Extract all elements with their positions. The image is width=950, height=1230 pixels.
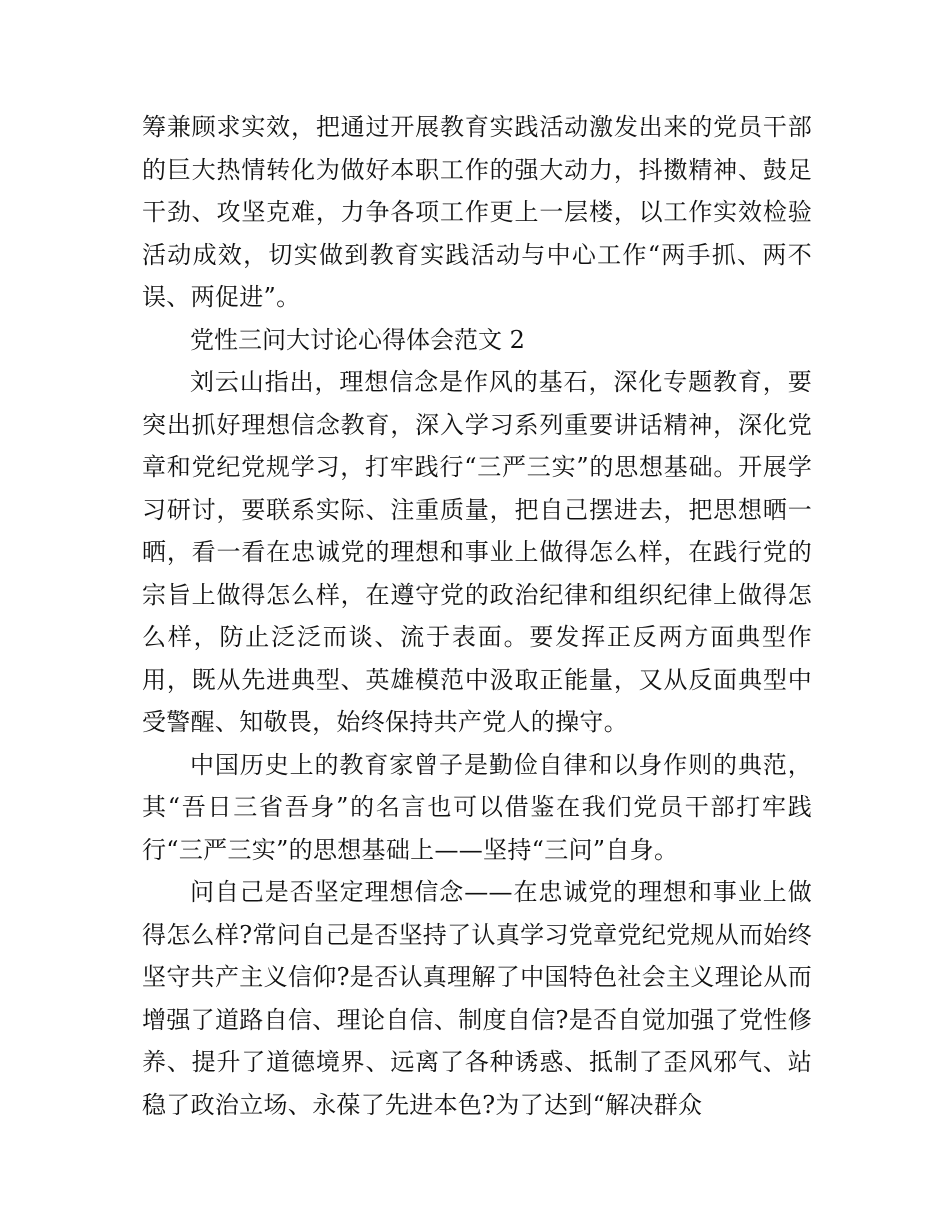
paragraph-liu-yunshan: 刘云山指出，理想信念是作风的基石，深化专题教育，要突出抓好理想信念教育，深入学习系列重要讲话精神，深化党章和党纪党规学习，打牢践行“三严三实”的思想基础。开展学习研讨，要联系实际、注重质量，把自己摆进去，把思想晒一晒，看一看在忠诚党的理想和事业上做得怎么样，在践行党的宗旨上做得怎么样，在遵守党的政治纪律和组织纪律上做得怎么样，防止泛泛而谈、流于表面。要发挥正反两方面典型作用，既从先进典型、英雄模范中汲取正能量，又从反面典型中受警醒、知敬畏，始终保持共产党人的操守。 — [142, 368, 812, 736]
paragraph-ideals-question: 问自己是否坚定理想信念——在忠诚党的理想和事业上做得怎么样?常问自己是否坚持了认真学习党章党纪党规从而始终坚守共产主义信仰?是否认真理解了中国特色社会主义理论从而增强了道路自信、理论自信、制度自信?是否自觉加强了党性修养、提升了道德境界、远离了各种诱惑、抵制了歪风邪气、站稳了政治立场、永葆了先进本色?为了达到“解决群众 — [142, 878, 812, 1119]
section-heading: 党性三问大讨论心得体会范文 2 — [190, 325, 525, 354]
paragraph-zengzi: 中国历史上的教育家曾子是勤俭自律和以身作则的典范，其“吾日三省吾身”的名言也可以借鉴在我们党员干部打牢践行“三严三实”的思想基础上——坚持“三问”自身。 — [142, 750, 812, 864]
document-body — [142, 106, 812, 1126]
paragraph-continuation: 筹兼顾求实效，把通过开展教育实践活动激发出来的党员干部的巨大热情转化为做好本职工作的强大动力，抖擞精神、鼓足干劲、攻坚克难，力争各项工作更上一层楼，以工作实效检验活动成效，切实做到教育实践活动与中心工作“两手抓、两不误、两促进”。 — [142, 113, 812, 311]
